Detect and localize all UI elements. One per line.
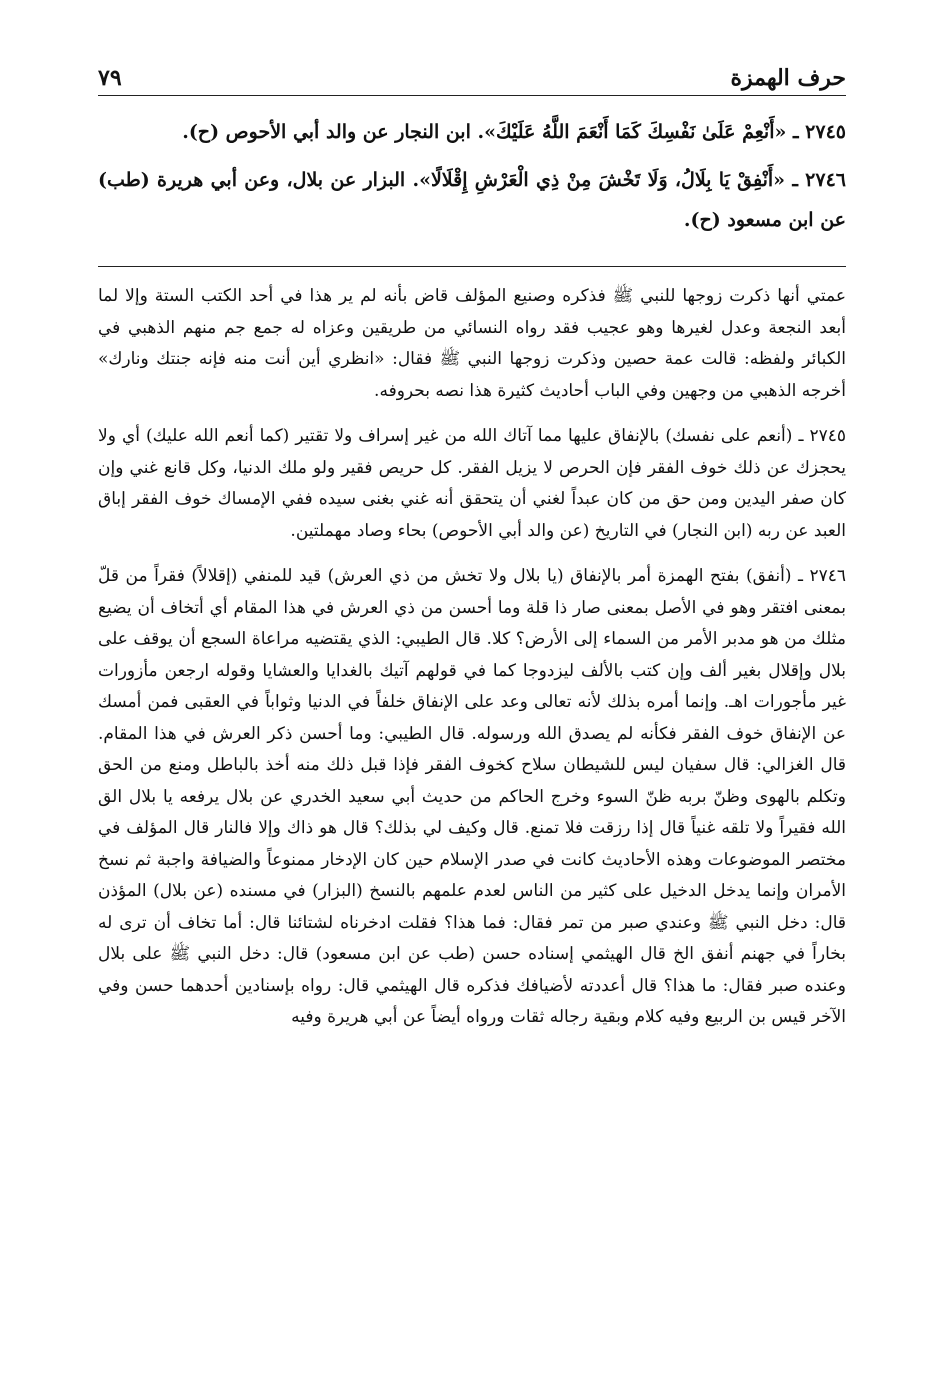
hadith-entry: ٢٧٤٦ ـ «أَنْفِقْ يَا بِلَالُ، وَلَا تَخْشَ مِنْ ذِي الْعَرْشِ إِقْلَالًا». البزار عن بلال، وعن أبي هريرة (طب) عن ابن مسعود (ح). <box>98 169 846 231</box>
hadith-entries <box>98 112 846 240</box>
commentary-paragraph: عمتي أنها ذكرت زوجها للنبي ﷺ فذكره وصنيع المؤلف قاض بأنه لم ير هذا في أحد الكتب الستة وإلا لما أبعد النجعة وعدل لغيرها وهو عجيب فقد رواه النسائي من طريقين وعزاه له جمع جم منهم الذهبي في الكبائر ولفظه: قالت عمة حصين وذكرت زوجها النبي ﷺ فقال: «انظري أين أنت منه فإنه جنتك ونارك» أخرجه الذهبي من وجهين وفي الباب أحاديث كثيرة هذا نصه بحروفه. <box>98 286 846 401</box>
commentary <box>98 281 846 1034</box>
commentary-paragraph: ٢٧٤٥ ـ (أنعم على نفسك) بالإنفاق عليها مما آتاك الله من غير إسراف ولا تقتير (كما أنعم الله عليك) أي ولا يحجزك عن ذلك خوف الفقر فإن الحرص لا يزيل الفقر. كل حريص فقير ولو ملك الدنيا، وكل قانع غني وإن كان صفر اليدين ومن حق من كان عبداً لغني أن يتحقق أنه غني بغنى سيده ففي الإمساك خوف الفقر إباق العبد عن ربه (ابن النجار) في التاريخ (عن والد أبي الأحوص) بحاء وصاد مهملتين. <box>98 426 846 541</box>
section-divider <box>98 266 846 267</box>
commentary-paragraph: ٢٧٤٦ ـ (أنفق) بفتح الهمزة أمر بالإنفاق (يا بلال ولا تخش من ذي العرش) قيد للمنفي (إقلالاً) فقراً من قلّ بمعنى افتقر وهو في الأصل بمعنى صار ذا قلة وما أحسن من ذي العرش في هذا المقام أي أتخاف أن يضيع مثلك من هو مدبر الأمر من السماء إلى الأرض؟ كلا. قال الطيبي: الذي يقتضيه مراعاة السجع أن يوقف على بلال وإقلال بغير ألف وإن كتب بالألف ليزدوجا كما في قولهم آتيك بالغدايا والعشايا وقوله ارجعن مأزورات غير مأجورات اهـ. وإنما أمره بذلك لأنه تعالى وعد على الإنفاق خلفاً في الدنيا وثواباً في العقبى فمن أمسك عن الإنفاق خوف الفقر فكأنه لم يصدق الله ورسوله. قال الطيبي: وما أحسن ذكر العرش في هذا المقام. قال الغزالي: قال سفيان ليس للشيطان سلاح كخوف الفقر فإذا قبل ذلك منه أخذ بالباطل ومنع من الحق وتكلم بالهوى وظنّ بربه ظنّ السوء وخرج الحاكم من حديث أبي سعيد الخدري عن بلال يرفعه يا بلال الق الله فقيراً ولا تلقه غنياً قال إذا رزقت فلا تمنع. قال وكيف لي بذلك؟ قال هو ذاك وإلا فالنار قال المؤلف في مختصر الموضوعات وهذه الأحاديث كانت في صدر الإسلام حين كان الإدخار ممنوعاً والضيافة واجبة ثم نسخ الأمران وإنما يدخل الدخيل على كثير من الناس لعدم علمهم بالنسخ (البزار) في مسنده (عن بلال) المؤذن قال: دخل النبي ﷺ وعندي صبر من تمر فقال: فما هذا؟ فقلت ادخرناه لشتائنا قال: أما تخاف أن ترى له بخاراً في جهنم أنفق الخ قال الهيثمي إسناده حسن (طب عن ابن مسعود) قال: دخل النبي ﷺ على بلال وعنده صبر فقال: ما هذا؟ قال أعددته لأضيافك فذكره قال الهيثمي قال: رواه بإسنادين أحدهما حسن وفي الآخر قيس بن الربيع وفيه كلام وبقية رجاله ثقات ورواه أيضاً عن أبي هريرة وفيه <box>98 566 846 1027</box>
page <box>98 55 846 1048</box>
hadith-entry: ٢٧٤٥ ـ «أَنْعِمْ عَلَىٰ نَفْسِكَ كَمَا أَنْعَمَ اللَّهُ عَلَيْكَ». ابن النجار عن والد أبي الأحوص (ح). <box>182 121 846 143</box>
page-number: ٧٩ <box>98 65 132 95</box>
page-header <box>98 55 846 96</box>
page-title: حرف الهمزة <box>720 65 846 95</box>
